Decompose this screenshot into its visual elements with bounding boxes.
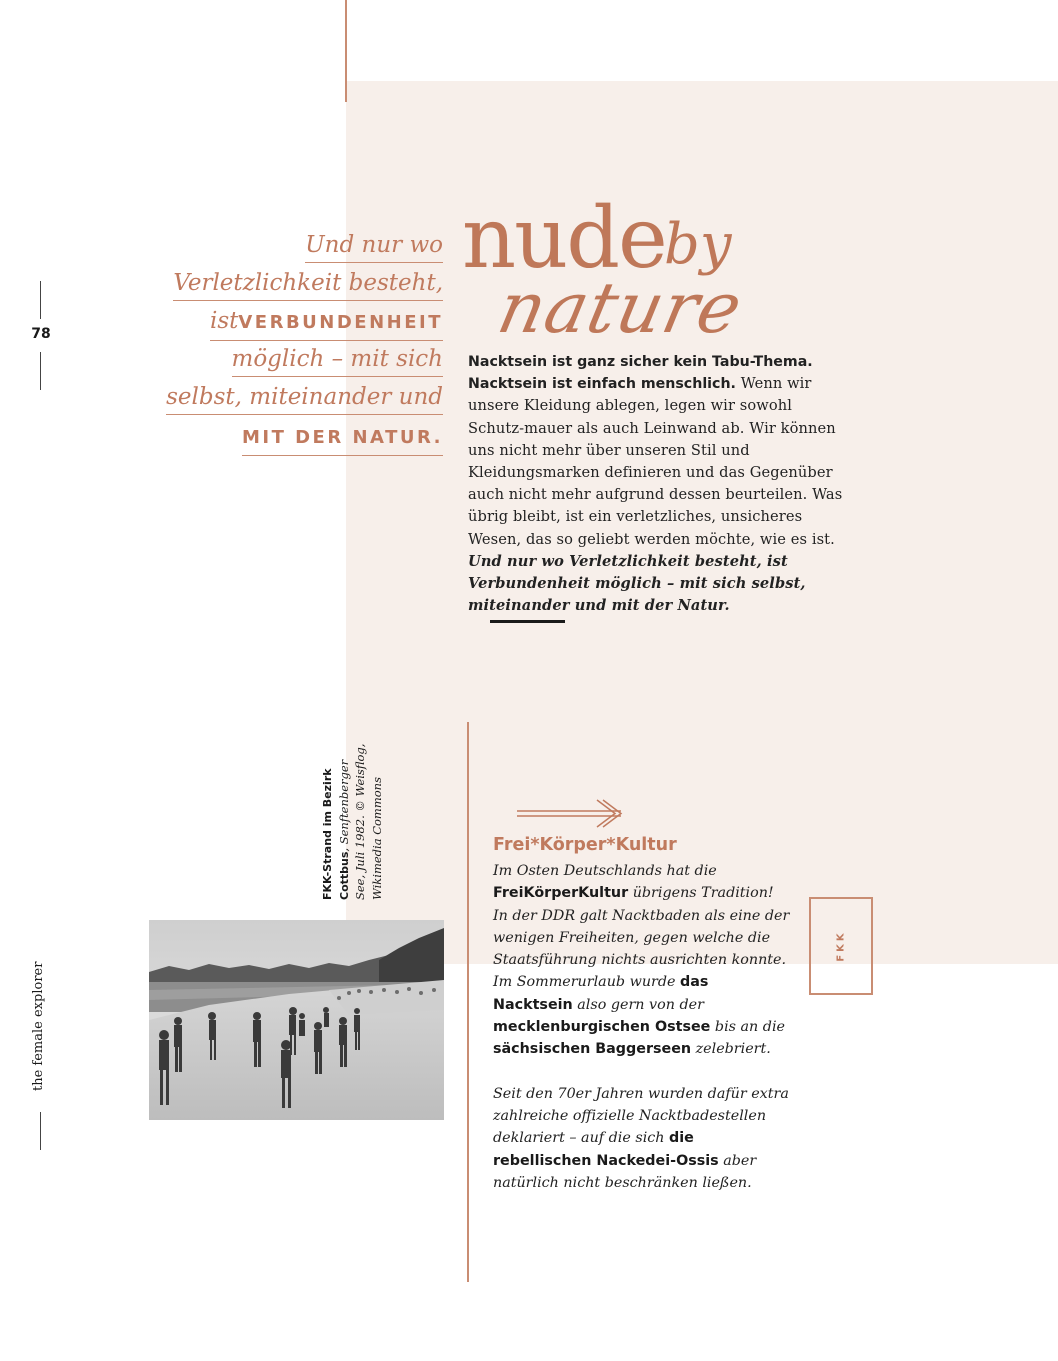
pullquote-line (242, 421, 443, 456)
arrow-right-icon (517, 797, 627, 831)
body-text: Wenn wir unsere Kleidung ablegen, legen wir sowohl Schutz-mauer als auch Leinwand ab. Wir können uns nicht mehr über unseren Stil und Kleidungsmarken definieren und das Gegenüber auch nicht mehr aufgrund dessen beurteilen. Was übrig bleibt, ist ein verletzliches, unsicheres Wesen, das so geliebt werden möchte, wie es ist. (468, 375, 843, 548)
pullquote-line: selbst, miteinander und (166, 382, 443, 415)
pullquote-emphasis: VERBUNDENHEIT (238, 312, 443, 333)
fkk-emphasis: sächsischen Baggerseen (493, 1041, 692, 1058)
divider-line (467, 722, 469, 1282)
pullquote-line: möglich – mit sich (232, 344, 443, 377)
fkk-text-run: übrigens Tradition! In der DDR galt Nacktbaden als eine der wenigen Freiheiten, gegen welche die Staatsführung nichts ausrichten konnte. Im Sommerurlaub wurde (493, 885, 790, 991)
fkk-text-run: zelebriert. (691, 1041, 771, 1058)
paragraph-spacer (493, 1061, 793, 1083)
caption-bold: Cottbus (338, 851, 351, 900)
divider-line (345, 0, 347, 102)
fkk-title: Frei*Körper*Kultur (493, 835, 677, 855)
headline-nude: nude (462, 189, 666, 287)
body-emphasis: Und nur wo Verletzlichkeit besteht, ist Verbundenheit möglich – mit sich selbst, miteinander und mit der Natur. (468, 552, 806, 615)
pullquote-line (210, 306, 443, 341)
beach-photo (149, 920, 444, 1120)
fkk-emphasis: FreiKörperKultur (493, 885, 629, 902)
pullquote-line: Verletzlichkeit besteht, (173, 268, 443, 301)
lead-bold: Nacktsein ist ganz sicher kein Tabu-Thema. Nacktsein ist einfach menschlich. (468, 354, 813, 393)
fkk-paragraph (493, 1083, 793, 1194)
fkk-text-run: Seit den 70er Jahren wurden dafür extra zahlreiche offizielle Nacktbadestellen deklariert – auf die sich (493, 1085, 789, 1147)
fkk-text (493, 860, 793, 1194)
fkk-emphasis: die rebellischen Nackedei-Ossis (493, 1130, 719, 1169)
fkk-text-run: also gern von der (572, 996, 704, 1013)
article-body (468, 351, 848, 617)
caption-italic: , Senftenberger (337, 759, 351, 852)
caption-line: See, Juli 1982. © Weisflog, (353, 743, 367, 900)
fkk-text-run: Im Osten Deutschlands hat die (493, 863, 717, 879)
fkk-emphasis: das Nacktsein (493, 974, 709, 1013)
caption-bold: FKK-Strand im Bezirk (321, 768, 334, 900)
margin-rule (40, 1112, 41, 1150)
pullquote-text: ist (209, 308, 239, 334)
headline-by: by (664, 212, 732, 277)
magazine-brand: the female explorer (31, 961, 46, 1091)
caption-line: Wikimedia Commons (370, 777, 384, 900)
pullquote-line: Und nur wo (305, 230, 443, 263)
pullquote-emphasis: MIT DER NATUR. (241, 427, 443, 448)
caption-line (320, 768, 335, 900)
fkk-text-run: aber natürlich nicht beschränken ließen. (493, 1152, 757, 1191)
fkk-paragraph (493, 860, 793, 1061)
headline-nature: nature (491, 267, 750, 349)
page-number: 78 (31, 326, 51, 342)
fkk-emphasis: mecklenburgischen Ostsee (493, 1019, 711, 1036)
fkk-badge-label: FKK (835, 930, 847, 962)
margin-rule (40, 352, 41, 390)
photo-caption (300, 743, 390, 903)
section-rule (490, 620, 565, 623)
fkk-badge (809, 897, 873, 995)
margin-rule (40, 281, 41, 319)
fkk-text-run: bis an die (710, 1019, 785, 1036)
caption-line (337, 760, 352, 900)
